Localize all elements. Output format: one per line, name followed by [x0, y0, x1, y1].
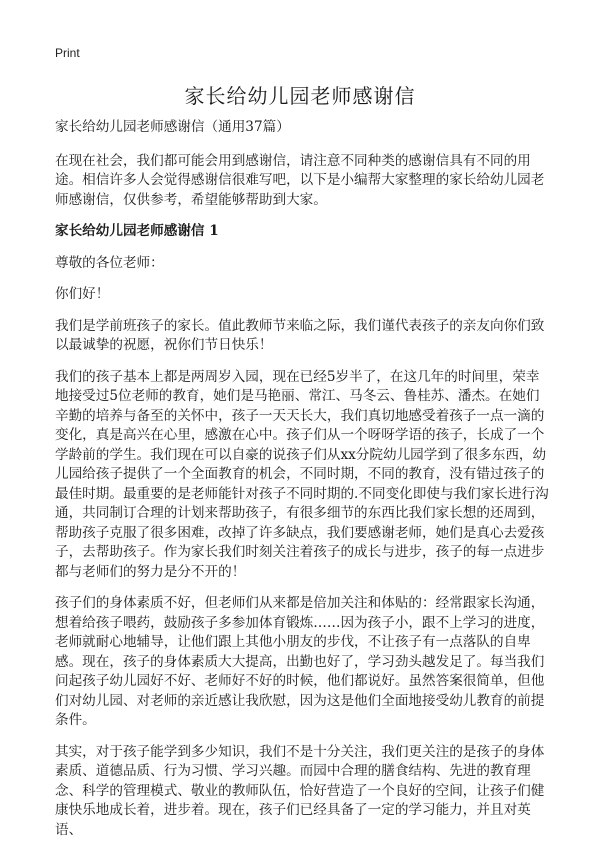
page-title: 家长给幼儿园老师感谢信	[184, 84, 416, 108]
hello-line: 你们好！	[55, 286, 110, 302]
body-paragraph-2: 我们的孩子基本上都是两周岁入园，现在已经5岁半了，在这几年的时间里，荣幸地接受过5位老师的教育，她们是马艳丽、常江、马冬云、鲁桂苏、潘杰。在她们辛勤的培养与备至的关怀中，孩子一天天长大，我们真切地感受着孩子一点一滴的变化，真是高兴在心里，感激在心中。孩子们从一个呀呀学语的孩子，长成了一个学龄前的学生。我们现在可以自豪的说孩子们从xx分院幼儿园学到了很多东西，幼儿园给孩子提供了一个全面教育的机会，不同时期，不同的教育，没有错过孩子的最佳时期。最重要的是老师能针对孩子不同时期的.不同变化即使与我们家长进行沟通，共同制订合理的计划来帮助孩子，有很多细节的东西比我们家长想的还周到，帮助孩子克服了很多困难，改掉了许多缺点，我们要感谢老师，她们是真心去爱孩子，去帮助孩子。作为家长我们时刻关注着孩子的成长与进步，孩子的每一点进步都与老师们的努力是分不开的！	[55, 368, 549, 580]
intro-paragraph: 在现在社会，我们都可能会用到感谢信，请注意不同种类的感谢信具有不同的用途。相信许多人会觉得感谢信很难写吧，以下是小编帮大家整理的家长给幼儿园老师感谢信，仅供参考，希望能够帮助到大家。	[55, 152, 545, 208]
letter-body	[55, 118, 552, 852]
body-paragraph-1: 我们是学前班孩子的家长。值此教师节来临之际，我们谨代表孩子的亲友向你们致以最诚挚的祝愿，祝你们节日快乐！	[55, 317, 545, 353]
body-paragraph-4: 其实，对于孩子能学到多少知识，我们不是十分关注，我们更关注的是孩子的身体素质、道德品质、行为习惯、学习兴趣。而园中合理的膳食结构、先进的教育理念、科学的管理模式、敬业的教师队伍，恰好营造了一个良好的空间，让孩子们健康快乐地成长着，进步着。现在，孩子们已经具备了一定的学习能力，并且对英语、	[55, 743, 545, 838]
body-paragraph-3: 孩子们的身体素质不好，但老师们从来都是倍加关注和体贴的：经常跟家长沟通，想着给孩子喂药，鼓励孩子多参加体育锻炼……因为孩子小，跟不上学习的进度，老师就耐心地辅导，让他们跟上其他小朋友的步伐，不让孩子有一点落队的自卑感。现在，孩子的身体素质大大提高，出勤也好了，学习劲头越发足了。每当我们问起孩子幼儿园好不好、老师好不好的时候，他们都说好。虽然答案很简单，但他们对幼儿园、对老师的亲近感让我欣慰，因为这是他们全面地接受幼儿教育的前提条件。	[55, 595, 545, 728]
subtitle: 家长给幼儿园老师感谢信（通用37篇）	[55, 119, 290, 135]
section-heading: 家长给幼儿园老师感谢信 1	[55, 223, 219, 239]
print-link[interactable]: Print	[55, 46, 80, 60]
greeting: 尊敬的各位老师：	[55, 254, 164, 271]
